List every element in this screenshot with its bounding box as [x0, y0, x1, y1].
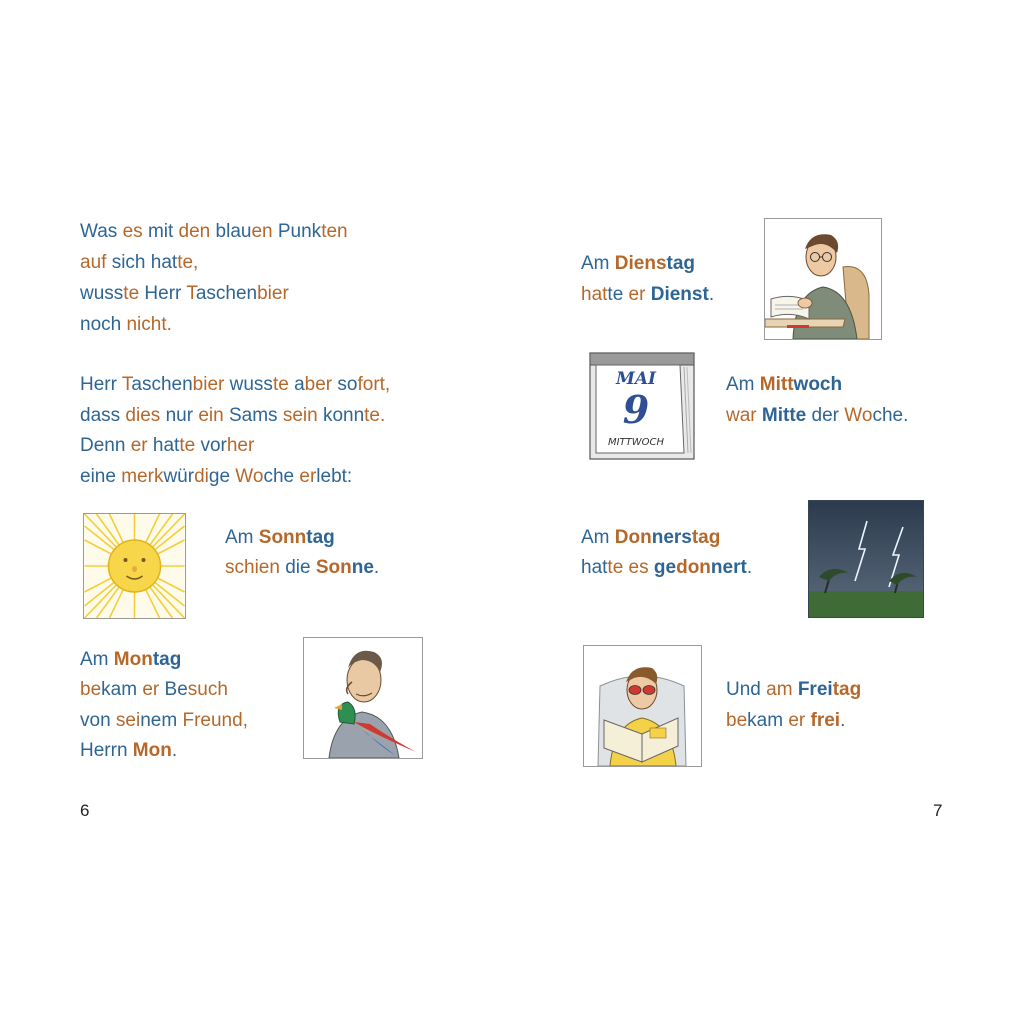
syllable: Mon [113, 649, 153, 670]
syllable: T [121, 374, 132, 395]
syllable: hat [581, 284, 608, 305]
syllable: ne [94, 466, 122, 487]
syllable: kam [101, 679, 143, 700]
syllable: . [746, 557, 753, 578]
syllable: Herr [80, 374, 122, 395]
syllable: te, [177, 252, 199, 273]
syllable: te [123, 283, 145, 304]
intro-line-7 [80, 434, 254, 458]
syllable: hat [150, 252, 178, 273]
friday-line-2 [726, 709, 845, 733]
monday-line-2 [80, 678, 228, 702]
syllable: dass [80, 405, 126, 426]
syllable: tag [306, 527, 335, 548]
syllable: woch [793, 374, 843, 395]
syllable: don [676, 557, 711, 578]
syllable: wür [163, 466, 195, 487]
syllable: Son [315, 557, 352, 578]
syllable: dies [125, 405, 166, 426]
syllable: am [766, 679, 798, 700]
syllable: kam [747, 710, 789, 731]
syllable: be [80, 679, 102, 700]
syllable: ten [321, 221, 348, 242]
monday-line-1 [80, 648, 181, 672]
syllable: der [811, 405, 845, 426]
syllable: . [840, 710, 846, 731]
syllable: Freund, [182, 710, 248, 731]
syllable: te [272, 374, 295, 395]
syllable: Punk [277, 221, 322, 242]
syllable: konn [322, 405, 365, 426]
sunday-line-2 [225, 556, 379, 580]
syllable: te [789, 405, 812, 426]
man-at-desk-icon [765, 219, 881, 339]
syllable: so [337, 374, 358, 395]
syllable: es [628, 557, 654, 578]
syllable: aschen [195, 283, 258, 304]
syllable: hat [152, 435, 180, 456]
intro-line-5 [80, 373, 390, 397]
wednesday-line-1 [726, 373, 842, 397]
tuesday-line-2 [581, 283, 714, 307]
syllable: Herrn [80, 740, 133, 761]
syllable: en [251, 221, 278, 242]
page-number-left: 6 [80, 801, 90, 820]
syllable: er [142, 679, 165, 700]
syllable: Frei [797, 679, 833, 700]
syllable: noch [80, 314, 127, 335]
parrot-man-icon [304, 638, 422, 758]
syllable: bier [192, 374, 230, 395]
syllable: nem [140, 710, 183, 731]
syllable: Was [80, 221, 123, 242]
tuesday-line-1 [581, 252, 695, 276]
wednesday-line-2 [726, 404, 908, 428]
syllable: Herr [144, 283, 187, 304]
syllable: Mitt [759, 374, 794, 395]
syllable: Wo [844, 405, 873, 426]
friday-line-1 [726, 678, 861, 702]
calendar-month: MAI [616, 369, 656, 389]
sun-illustration [83, 513, 186, 619]
intro-line-4 [80, 313, 172, 337]
syllable: sei [115, 710, 141, 731]
syllable: Und [726, 679, 767, 700]
taschenbier-sunglasses-illustration [583, 645, 702, 767]
syllable: . [708, 284, 715, 305]
syllable: ge [208, 466, 236, 487]
syllable: tag [832, 679, 862, 700]
herr-mon-parrot-illustration [303, 637, 423, 759]
syllable: ge [653, 557, 677, 578]
syllable: te [607, 284, 629, 305]
syllable: von [80, 710, 116, 731]
syllable: er [628, 284, 651, 305]
monday-line-3 [80, 709, 248, 733]
syllable: che [263, 466, 300, 487]
syllable: Mit [761, 405, 790, 426]
syllable: Mon [132, 740, 172, 761]
calendar-illustration [588, 349, 698, 462]
sun-icon [84, 514, 185, 618]
syllable: Sonn [258, 527, 307, 548]
calendar-weekday: MITTWOCH [607, 437, 665, 448]
syllable: hat [581, 557, 608, 578]
syllable: tag [152, 649, 182, 670]
syllable: nicht. [126, 314, 172, 335]
syllable: ei [80, 466, 95, 487]
intro-line-6 [80, 404, 385, 428]
monday-line-4 [80, 739, 177, 763]
syllable: Am [225, 527, 259, 548]
syllable: Sams [228, 405, 283, 426]
syllable: T [186, 283, 196, 304]
syllable: Diens [614, 253, 667, 274]
syllable: tag [691, 527, 721, 548]
syllable: be [726, 710, 748, 731]
syllable: Be [164, 679, 188, 700]
syllable: Wo [235, 466, 264, 487]
taschenbier-desk-illustration [764, 218, 882, 340]
syllable: lebt: [316, 466, 353, 487]
page-number-right: 7 [933, 801, 943, 820]
intro-line-2 [80, 251, 198, 275]
syllable: wuss [229, 374, 273, 395]
syllable: Don [614, 527, 652, 548]
syllable: es [122, 221, 148, 242]
syllable: Dienst [650, 284, 709, 305]
sunday-line-1 [225, 526, 335, 550]
man-reading-icon [584, 646, 701, 766]
syllable: ber [304, 374, 338, 395]
syllable: er [299, 466, 317, 487]
intro-line-8 [80, 465, 352, 489]
syllable: Am [726, 374, 760, 395]
syllable: . [373, 557, 380, 578]
syllable: aschen [131, 374, 193, 395]
syllable: er [130, 435, 153, 456]
syllable: vor [200, 435, 227, 456]
syllable: a [294, 374, 305, 395]
syllable: . [171, 740, 178, 761]
intro-line-1 [80, 220, 348, 244]
lightning-icon [809, 501, 923, 617]
calendar-day: 9 [622, 387, 650, 432]
thunderstorm-illustration [808, 500, 924, 618]
syllable: ein [198, 405, 229, 426]
syllable: sich [111, 252, 151, 273]
syllable: ne [351, 557, 374, 578]
syllable: such [187, 679, 228, 700]
syllable: sein [282, 405, 323, 426]
syllable: blau [215, 221, 252, 242]
syllable: nur [165, 405, 199, 426]
syllable: di [194, 466, 209, 487]
syllable: schien [225, 557, 286, 578]
syllable: frei [810, 710, 841, 731]
syllable: tag [666, 253, 696, 274]
thursday-line-2 [581, 556, 752, 580]
syllable: auf [80, 252, 112, 273]
syllable: Denn [80, 435, 131, 456]
syllable: fort, [357, 374, 391, 395]
syllable: Am [581, 253, 615, 274]
syllable: merk [121, 466, 164, 487]
syllable: er [788, 710, 811, 731]
syllable: war [726, 405, 762, 426]
syllable: her [226, 435, 255, 456]
syllable: Am [581, 527, 615, 548]
intro-line-3 [80, 282, 289, 306]
syllable: ners [651, 527, 692, 548]
syllable: bier [257, 283, 289, 304]
syllable: den [178, 221, 216, 242]
syllable: te [607, 557, 629, 578]
thursday-line-1 [581, 526, 720, 550]
syllable: te [179, 435, 201, 456]
syllable: Am [80, 649, 114, 670]
syllable: wuss [80, 283, 124, 304]
syllable: die [285, 557, 316, 578]
syllable: mit [147, 221, 179, 242]
syllable: te. [364, 405, 386, 426]
syllable: nert [710, 557, 747, 578]
syllable: che. [872, 405, 909, 426]
